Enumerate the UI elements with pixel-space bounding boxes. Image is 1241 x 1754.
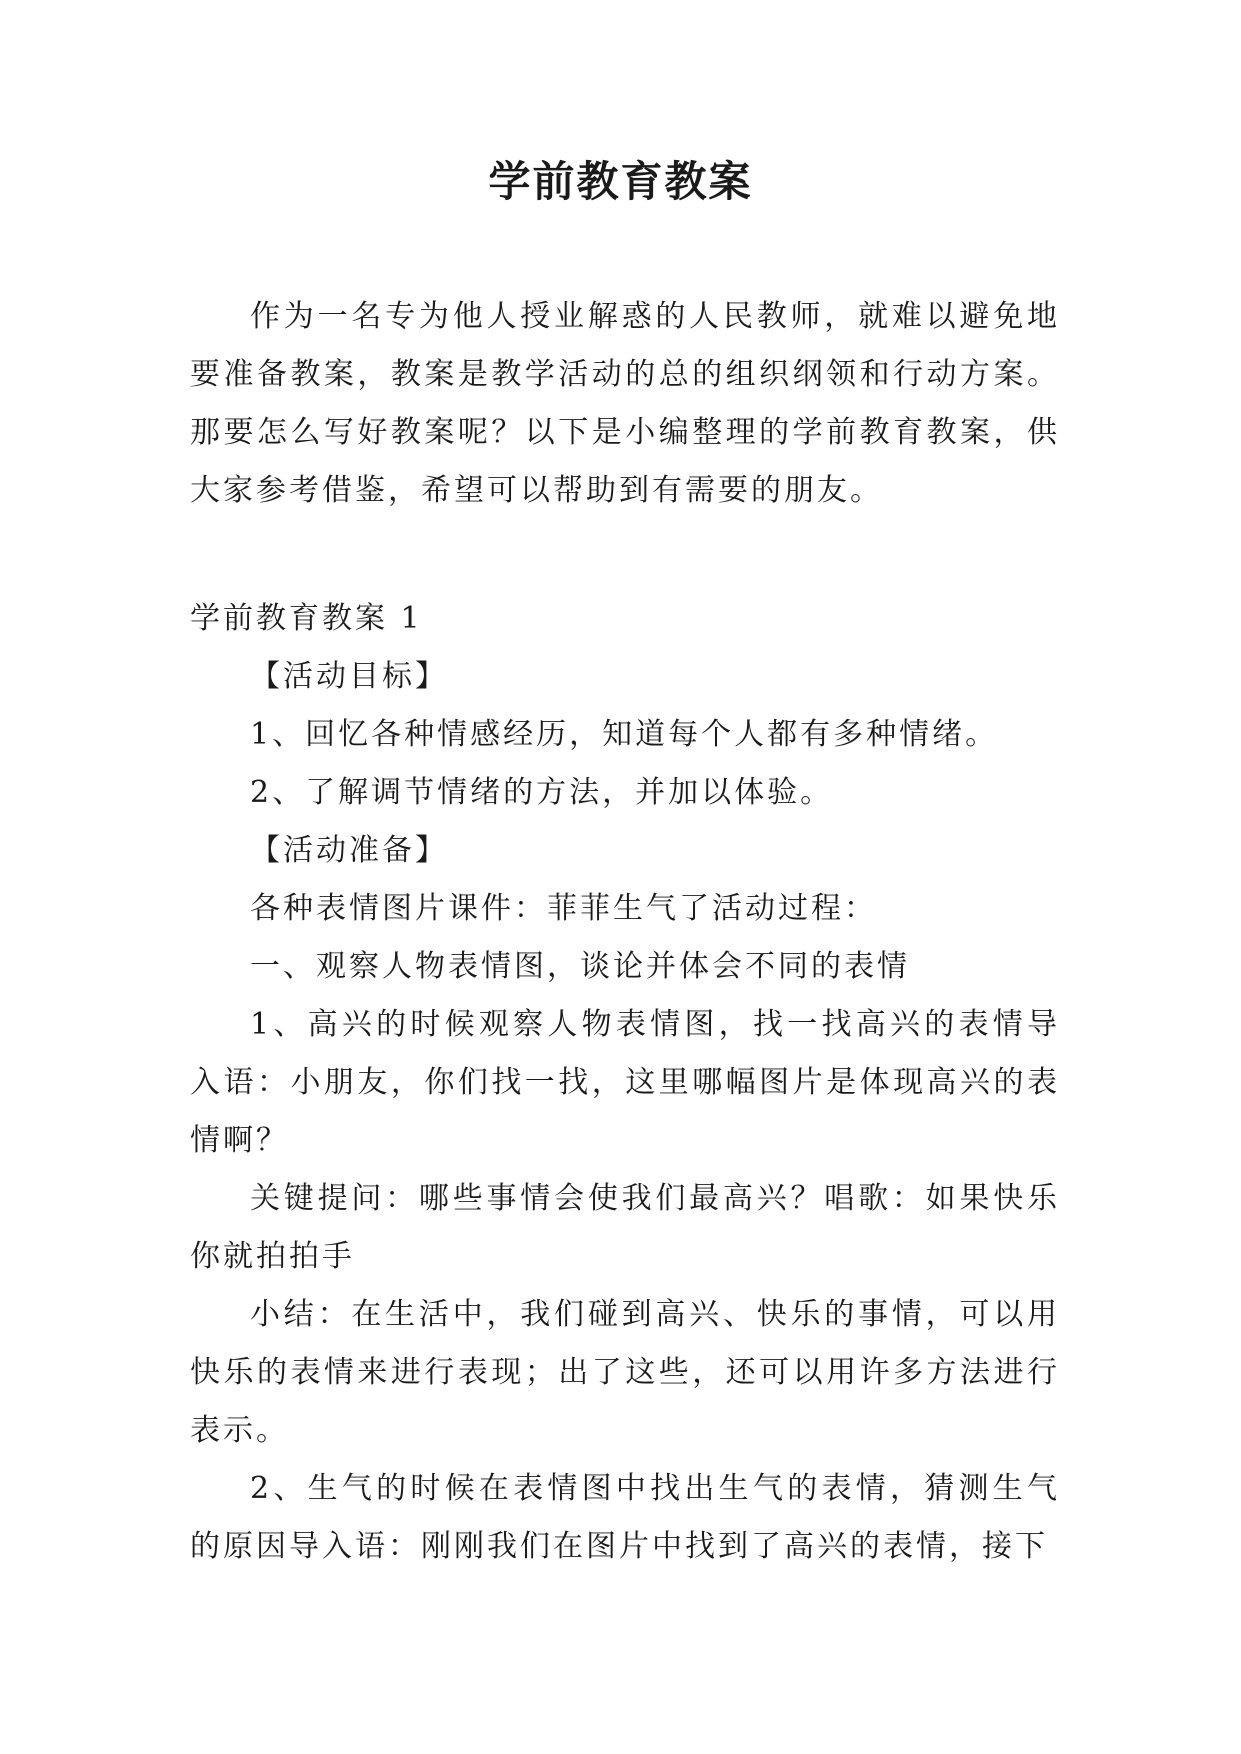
key-question-paragraph: 关键提问：哪些事情会使我们最高兴？唱歌：如果快乐你就拍拍手	[190, 1181, 1060, 1274]
activity-prep-heading: 【活动准备】	[250, 833, 448, 868]
intro-paragraph: 作为一名专为他人授业解惑的人民教师，就难以避免地要准备教案，教案是教学活动的总的组织纲领和行动方案。那要怎么写好教案呢？以下是小编整理的学前教育教案，供大家参考借鉴，希望可以帮助到有需要的朋友。	[190, 299, 1060, 508]
spacer	[190, 520, 1060, 590]
goal-item-2: 2、了解调节情绪的方法，并加以体验。	[250, 775, 834, 810]
section-heading: 学前教育教案 1	[190, 601, 423, 636]
step-2-angry-paragraph: 2、生气的时候在表情图中找出生气的表情，猜测生气的原因导入语：刚刚我们在图片中找到了高兴的表情，接下	[190, 1471, 1060, 1564]
step-1-heading: 一、观察人物表情图，谈论并体会不同的表情	[250, 949, 910, 984]
document-title: 学前教育教案	[488, 157, 753, 206]
activity-goal-heading: 【活动目标】	[250, 659, 448, 694]
summary-paragraph: 小结：在生活中，我们碰到高兴、快乐的事情，可以用快乐的表情来进行表现；出了这些，还可以用许多方法进行表示。	[190, 1297, 1060, 1448]
step-1-happy-paragraph: 1、高兴的时候观察人物表情图，找一找高兴的表情导入语：小朋友，你们找一找，这里哪幅图片是体现高兴的表情啊？	[190, 1007, 1060, 1158]
prep-paragraph: 各种表情图片课件：菲菲生气了活动过程：	[250, 891, 877, 926]
goal-item-1: 1、回忆各种情感经历，知道每个人都有多种情绪。	[250, 717, 999, 752]
document-body	[190, 288, 1060, 1576]
